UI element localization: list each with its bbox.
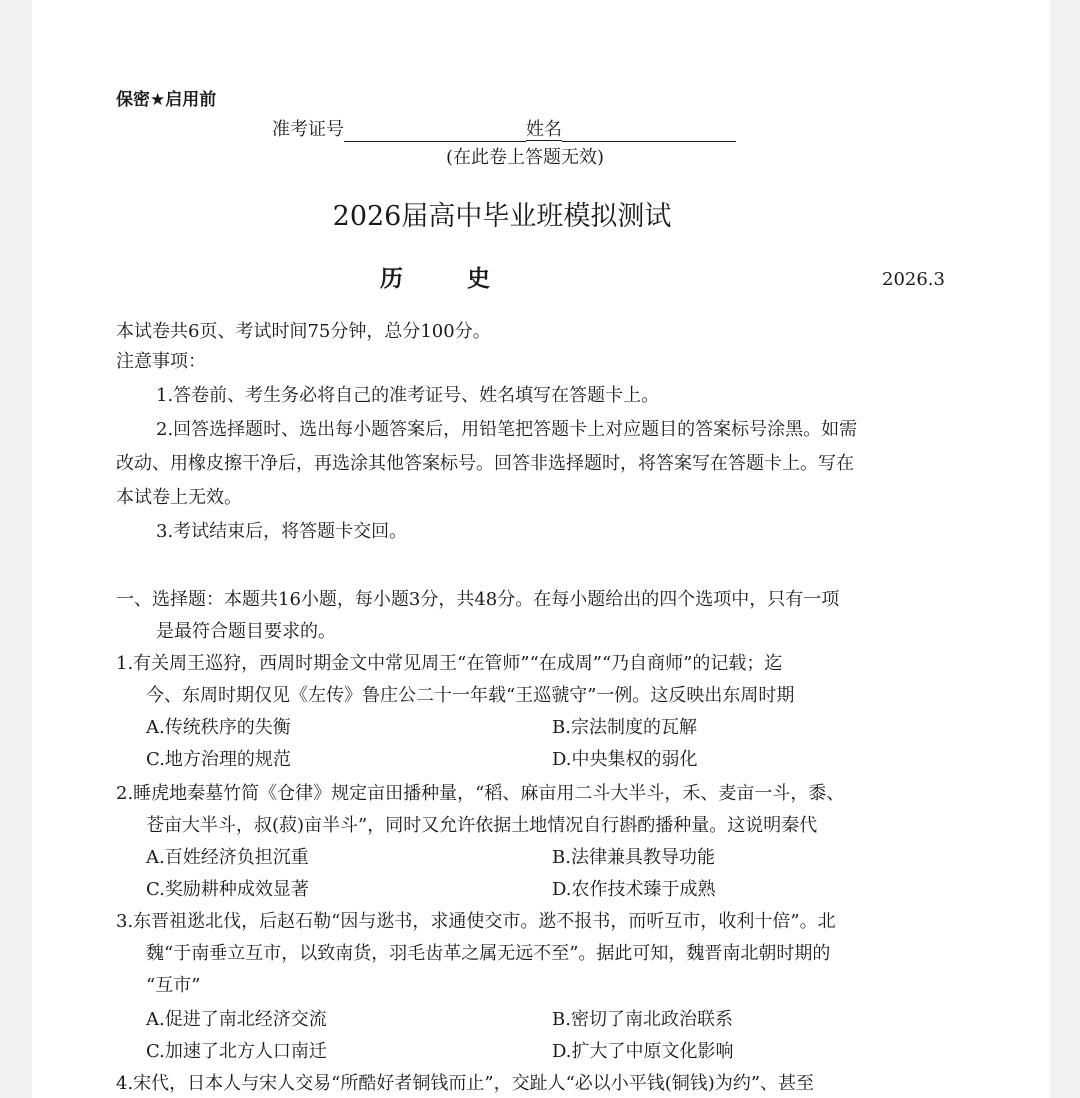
invalid-note: (在此卷上答题无效) bbox=[446, 147, 605, 168]
question-3-line-2: 魏“于南垂立互市，以致南货，羽毛齿革之属无远不至”。据此可知，魏晋南北朝时期的 bbox=[146, 943, 831, 964]
exam-title: 2026届高中毕业班模拟测试 bbox=[332, 201, 672, 232]
section-heading-line-2: 是最符合题目要求的。 bbox=[156, 621, 336, 642]
notes-title: 注意事项： bbox=[116, 351, 206, 372]
exam-date: 2026.3 bbox=[882, 269, 945, 290]
id-underline-left bbox=[344, 121, 526, 142]
question-3-option-d: D.扩大了中原文化影响 bbox=[552, 1041, 734, 1062]
question-2-option-b: B.法律兼具教导功能 bbox=[552, 847, 715, 868]
section-heading-line-1: 一、选择题：本题共16小题，每小题3分，共48分。在每小题给出的四个选项中，只有一项 bbox=[116, 589, 840, 610]
note-2-line-2: 改动、用橡皮擦干净后，再选涂其他答案标号。回答非选择题时，将答案写在答题卡上。写在 bbox=[116, 453, 854, 474]
note-2-line-1: 2.回答选择题时、选出每小题答案后，用铅笔把答题卡上对应题目的答案标号涂黑。如需 bbox=[156, 419, 858, 440]
exam-paper bbox=[32, 0, 1050, 1098]
question-1-line-1: 1.有关周王巡狩，西周时期金文中常见周王“在管师”“在成周”“乃自商师”的记载；迄 bbox=[116, 653, 783, 674]
question-1-option-d: D.中央集权的弱化 bbox=[552, 749, 698, 770]
subject-title: 历史 bbox=[380, 266, 554, 292]
question-3-line-3: “互市” bbox=[146, 975, 201, 996]
question-4-line-1: 4.宋代，日本人与宋人交易“所酷好者铜钱而止”，交趾人“必以小平钱(铜钱)为约”、甚至 bbox=[116, 1073, 815, 1094]
question-1-option-a: A.传统秩序的失衡 bbox=[146, 717, 291, 738]
question-1-line-2: 今、东周时期仅见《左传》鲁庄公二十一年载“王巡虢守”一例。这反映出东周时期 bbox=[146, 685, 795, 706]
note-1: 1.答卷前、考生务必将自己的准考证号、姓名填写在答题卡上。 bbox=[156, 385, 660, 406]
question-2-option-d: D.农作技术臻于成熟 bbox=[552, 879, 716, 900]
question-2-option-c: C.奖励耕种成效显著 bbox=[146, 879, 309, 900]
paper-summary: 本试卷共6页、考试时间75分钟，总分100分。 bbox=[116, 321, 491, 342]
note-3: 3.考试结束后，将答题卡交回。 bbox=[156, 521, 408, 542]
question-2-line-2: 苍亩大半斗，叔(菽)亩半斗”，同时又允许依据土地情况自行斟酌播种量。这说明秦代 bbox=[146, 815, 818, 836]
candidate-info-row bbox=[272, 118, 736, 142]
question-2-line-1: 2.睡虎地秦墓竹简《仓律》规定亩田播种量，“稻、麻亩用二斗大半斗，禾、麦亩一斗，黍、 bbox=[116, 783, 845, 804]
question-1-option-c: C.地方治理的规范 bbox=[146, 749, 291, 770]
name-underline bbox=[562, 121, 736, 142]
question-3-option-a: A.促进了南北经济交流 bbox=[146, 1009, 327, 1030]
confidential-label: 保密★启用前 bbox=[116, 90, 217, 110]
note-2-line-3: 本试卷上无效。 bbox=[116, 487, 242, 508]
question-1-option-b: B.宗法制度的瓦解 bbox=[552, 717, 697, 738]
question-2-option-a: A.百姓经济负担沉重 bbox=[146, 847, 309, 868]
question-3-line-1: 3.东晋祖逖北伐，后赵石勒“因与逖书，求通使交市。逖不报书，而听互市，收利十倍”。北 bbox=[116, 911, 836, 932]
question-3-option-b: B.密切了南北政治联系 bbox=[552, 1009, 733, 1030]
id-label: 准考证号 bbox=[272, 119, 344, 140]
name-label: 姓名 bbox=[526, 119, 562, 140]
question-3-option-c: C.加速了北方人口南迁 bbox=[146, 1041, 327, 1062]
